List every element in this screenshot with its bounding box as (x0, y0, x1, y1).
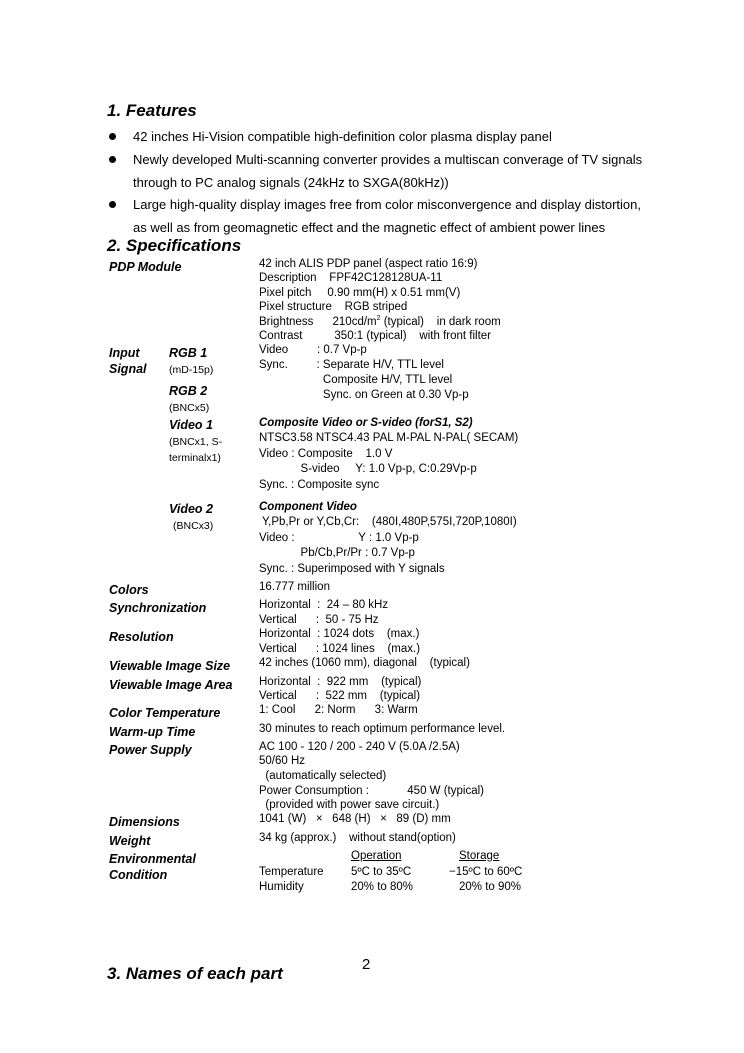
rgb-line: Sync. : Separate H/V, TTL level (259, 359, 444, 371)
power-supply-label: Power Supply (109, 743, 192, 757)
input-label: Input (109, 346, 140, 360)
synchronization-value: Vertical : 50 - 75 Hz (259, 614, 379, 626)
feature-2-line-1: Newly developed Multi-scanning converter provides a multiscan converage of TV signals (133, 152, 643, 167)
synchronization-value: Horizontal : 24 – 80 kHz (259, 599, 389, 611)
resolution-value: Vertical : 1024 lines (max.) (259, 643, 421, 655)
video1-connector: terminalx1) (169, 452, 221, 464)
pdp-line: Pixel pitch 0.90 mm(H) x 0.51 mm(V) (259, 287, 461, 299)
viewable-size-value: 42 inches (1060 mm), diagonal (typical) (259, 657, 470, 669)
video2-line: Video : Y : 1.0 Vp-p (259, 532, 419, 544)
bullet-icon (109, 156, 116, 163)
operation-column-header: Operation (351, 850, 402, 862)
video1-line: NTSC3.58 NTSC4.43 PAL M-PAL N-PAL( SECAM) (259, 432, 519, 444)
signal-label: Signal (109, 362, 147, 376)
viewable-area-value: Vertical : 522 mm (typical) (259, 690, 421, 702)
storage-column-header: Storage (459, 850, 500, 862)
feature-3-line-1: Large high-quality display images free from color misconvergence and display distortion, (133, 197, 641, 212)
pdp-line: Description FPF42C128128UA-11 (259, 272, 443, 284)
pdp-line: 42 inch ALIS PDP panel (aspect ratio 16:9) (259, 258, 478, 270)
viewable-area-label: Viewable Image Area (109, 678, 233, 692)
video1-connector: (BNCx1, S- (169, 436, 223, 448)
rgb1-connector: (mD-15p) (169, 364, 214, 376)
feature-3-line-2: as well as from geomagnetic effect and the magnetic effect of ambient power lines (133, 220, 606, 235)
humidity-operation: 20% to 80% (351, 881, 414, 893)
colors-value: 16.777 million (259, 581, 330, 593)
temperature-label: Temperature (259, 866, 324, 878)
video1-line: Video : Composite 1.0 V (259, 448, 393, 460)
video2-label: Video 2 (169, 502, 213, 516)
resolution-label: Resolution (109, 630, 174, 644)
video2-line: Sync. : Superimposed with Y signals (259, 563, 445, 575)
brightness-text: Brightness 210cd/m (259, 315, 377, 328)
colors-label: Colors (109, 583, 149, 597)
warmup-value: 30 minutes to reach optimum performance level. (259, 723, 506, 735)
condition-label: Condition (109, 868, 168, 882)
video1-line: Sync. : Composite sync (259, 479, 380, 491)
rgb-line: Video : 0.7 Vp-p (259, 344, 367, 356)
video2-heading: Component Video (259, 501, 357, 513)
humidity-label: Humidity (259, 881, 304, 893)
page-number: 2 (362, 956, 371, 973)
feature-1: 42 inches Hi-Vision compatible high-definition color plasma display panel (133, 129, 552, 144)
humidity-storage: 20% to 90% (459, 881, 522, 893)
environmental-label: Environmental (109, 852, 196, 866)
color-temperature-label: Color Temperature (109, 706, 221, 720)
video2-line: Pb/Cb,Pr/Pr : 0.7 Vp-p (259, 547, 415, 559)
video2-connector: (BNCx3) (173, 520, 214, 532)
rgb-line: Composite H/V, TTL level (259, 374, 453, 386)
power-supply-value: 50/60 Hz (259, 755, 306, 767)
resolution-value: Horizontal : 1024 dots (max.) (259, 628, 420, 640)
video1-heading: Composite Video or S-video (forS1, S2) (259, 417, 473, 429)
bullet-icon (109, 133, 116, 140)
pdp-brightness (259, 315, 501, 328)
brightness-text-tail: (typical) in dark room (380, 315, 501, 328)
rgb2-connector: (BNCx5) (169, 402, 210, 414)
pdp-contrast: Contrast 350:1 (typical) with front filter (259, 330, 491, 342)
video1-line: S-video Y: 1.0 Vp-p, C:0.29Vp-p (259, 463, 477, 475)
dimensions-value: 1041 (W) × 648 (H) × 89 (D) mm (259, 813, 451, 825)
power-supply-value: Power Consumption : 450 W (typical) (259, 785, 484, 797)
temperature-operation: 5ºC to 35ºC (351, 866, 412, 878)
specifications-heading: 2. Specifications (107, 236, 242, 255)
power-supply-value: AC 100 - 120 / 200 - 240 V (5.0A /2.5A) (259, 741, 460, 753)
brightness-superscript: 2 (376, 315, 381, 322)
names-heading: 3. Names of each part (107, 964, 283, 983)
synchronization-label: Synchronization (109, 601, 207, 615)
color-temperature-value: 1: Cool 2: Norm 3: Warm (259, 704, 418, 716)
power-supply-value: (provided with power save circuit.) (259, 799, 440, 811)
pdp-line: Pixel structure RGB striped (259, 301, 408, 313)
rgb2-label: RGB 2 (169, 384, 208, 398)
temperature-storage: −15ºC to 60ºC (449, 866, 523, 878)
warmup-label: Warm-up Time (109, 725, 196, 739)
viewable-size-label: Viewable Image Size (109, 659, 231, 673)
bullet-icon (109, 201, 116, 208)
weight-label: Weight (109, 834, 151, 848)
pdp-module-label: PDP Module (109, 260, 182, 274)
feature-2-line-2: through to PC analog signals (24kHz to SXGA(80kHz)) (133, 175, 449, 190)
weight-value: 34 kg (approx.) without stand(option) (259, 832, 456, 844)
features-heading: 1. Features (107, 101, 197, 120)
viewable-area-value: Horizontal : 922 mm (typical) (259, 676, 422, 688)
dimensions-label: Dimensions (109, 815, 180, 829)
rgb1-label: RGB 1 (169, 346, 208, 360)
power-supply-value: (automatically selected) (259, 770, 387, 782)
video2-line: Y,Pb,Pr or Y,Cb,Cr: (480I,480P,575I,720P,1080I) (259, 516, 517, 528)
video1-label: Video 1 (169, 418, 213, 432)
rgb-line: Sync. on Green at 0.30 Vp-p (259, 389, 469, 401)
